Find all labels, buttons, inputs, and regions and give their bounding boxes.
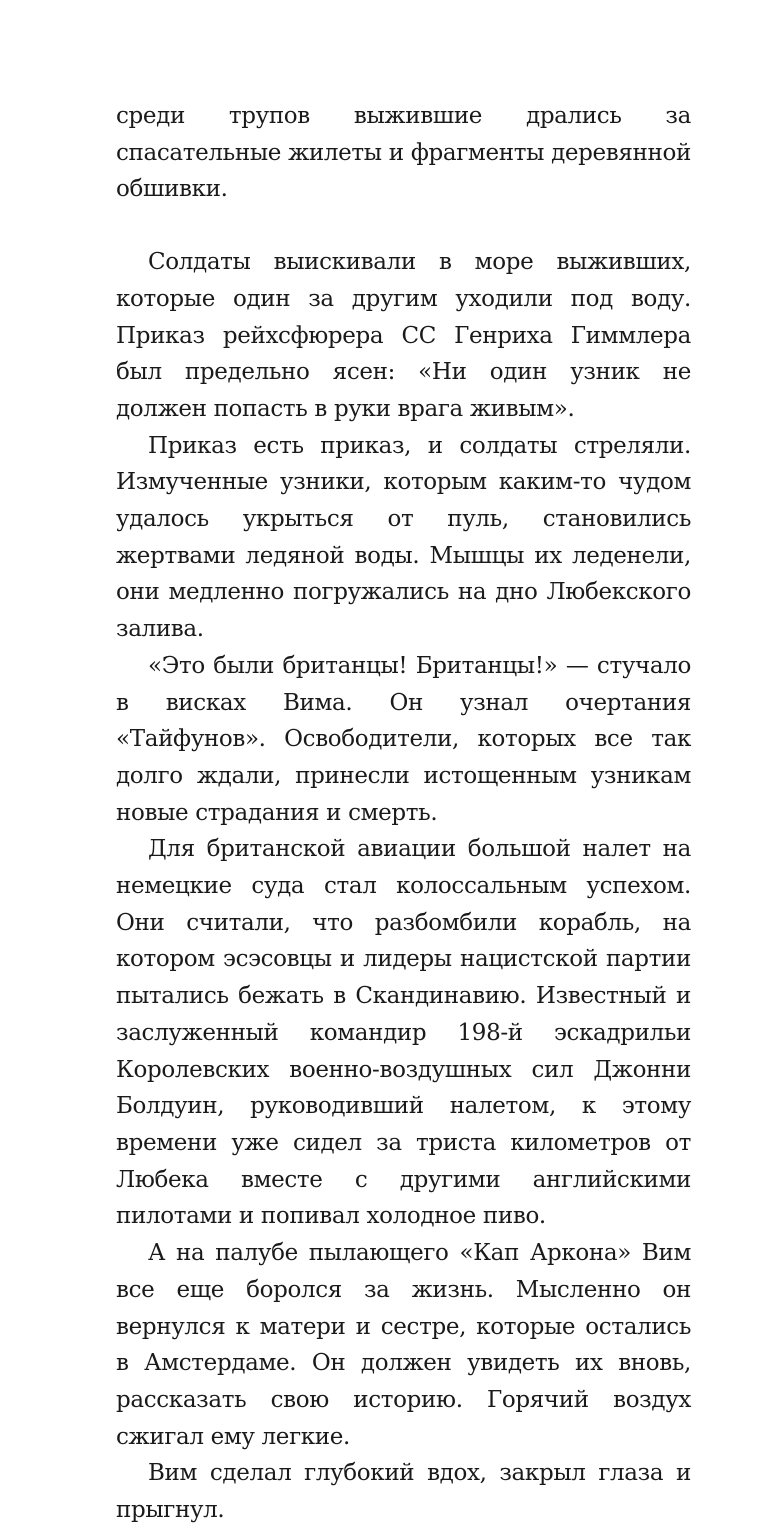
- book-page-text: [116, 98, 691, 1529]
- paragraph-jump: Вим сделал глубокий вдох, закрыл глаза и прыгнул.: [116, 1460, 691, 1524]
- paragraph-soldiers: Солдаты выискивали в море выживших, которые один за другим уходили под воду. Приказ рейхсфюрера СС Генриха Гиммлера был предельно ясен: «Ни один узник не должен попасть в руки врага живым».: [116, 249, 691, 422]
- paragraph-aviation: Для британской авиации большой налет на немецкие суда стал колоссальным успехом. Они считали, что разбомбили корабль, на котором эсэсовцы и лидеры нацистской партии пытались бежать в Скандинавию. Известный и заслуженный командир 198-й эскадрильи Королевских военно-воздушных сил Джонни Болдуин, руководивший налетом, к этому времени уже сидел за триста километров от Любека вместе с другими английскими пилотами и попивал холодное пиво.: [116, 836, 691, 1230]
- paragraph-continuation: среди трупов выжившие дрались за спасательные жилеты и фрагменты деревянной обшивки.: [116, 103, 691, 203]
- paragraph-order: Приказ есть приказ, и солдаты стреляли. Измученные узники, которым каким-то чудом удалось укрыться от пуль, становились жертвами ледяной воды. Мышцы их леденели, они медленно погружались на дно Любекского залива.: [116, 432, 691, 643]
- paragraph-deck: А на палубе пылающего «Кап Аркона» Вим все еще боролся за жизнь. Мысленно он вернулся к матери и сестре, которые остались в Амстердаме. Он должен увидеть их вновь, рассказать свою историю. Горячий воздух сжигал ему легкие.: [116, 1240, 691, 1450]
- paragraph-british: «Это были британцы! Британцы!» — стучало в висках Вима. Он узнал очертания «Тайфунов». Освободители, которых все так долго ждали, принесли истощенным узникам новые страдания и смерть.: [116, 652, 691, 826]
